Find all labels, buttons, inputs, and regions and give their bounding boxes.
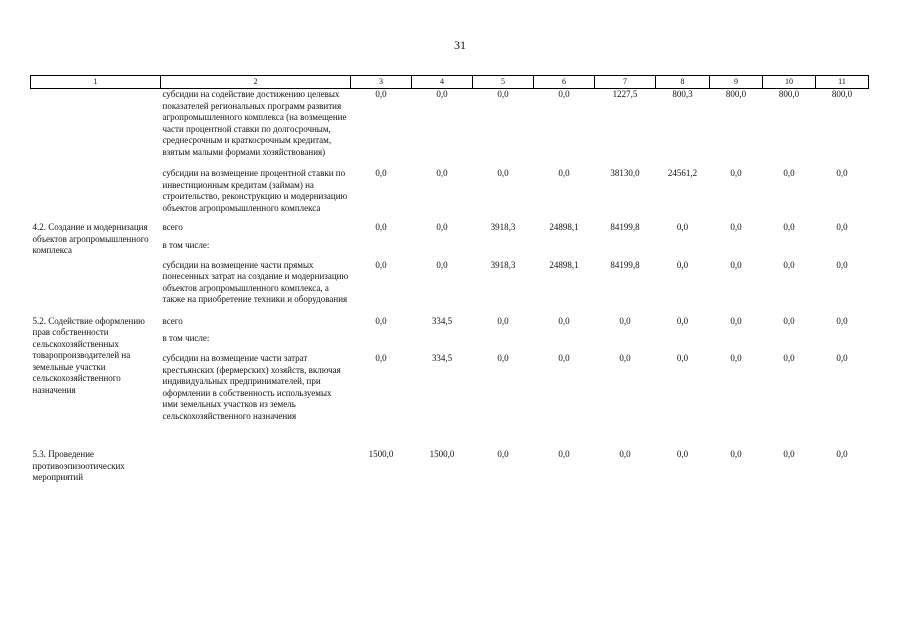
value-cell [351,234,412,260]
value-cell [412,234,473,260]
value-cell: 0,0 [375,168,387,178]
measure-cell: 5.2. Содействие оформлению прав собственности сельскохозяйственных товаропроизводителей на земельные участки сельскохозяйственного назначения [32,315,145,395]
value-cell: 0,0 [436,222,448,232]
value-cell: 24898,1 [549,259,579,270]
value-cell: 1227,5 [612,89,638,99]
value-cell: 0,0 [375,353,387,363]
value-cell: 0,0 [836,449,848,459]
value-cell [595,327,656,353]
value-cell: 0,0 [558,449,570,459]
value-cell: 0,0 [836,315,848,326]
value-cell: 0,0 [619,449,631,459]
value-cell: 0,0 [730,353,742,363]
value-cell: 0,0 [436,259,448,270]
description-cell: всего [162,315,183,326]
value-cell: 1500,0 [368,449,394,459]
value-cell: 3918,3 [490,259,516,270]
description-cell: субсидии на содействие достижению целевых показателей региональных программ развития агропромышленного комплекса (на возмещение части процентной ставки по долгосрочным, среднесрочным и краткосрочным кредитам, взятым малыми формами хозяйствования) [162,89,347,157]
column-number: 1 [31,76,161,89]
value-cell: 0,0 [375,315,387,326]
value-cell: 38130,0 [610,168,640,178]
value-cell: 0,0 [375,222,387,232]
column-number: 2 [161,76,351,89]
column-number: 3 [351,76,412,89]
value-cell [473,327,534,353]
header-row [31,76,869,89]
value-cell: 0,0 [436,89,448,99]
value-cell: 0,0 [497,315,509,326]
value-cell: 0,0 [497,168,509,178]
value-cell [473,234,534,260]
measure-cell: 4.2. Создание и модернизация объектов агропромышленного комплекса [32,222,149,255]
value-cell [656,327,710,353]
value-cell: 0,0 [783,315,795,326]
value-cell: 0,0 [783,259,795,270]
column-number: 8 [656,76,710,89]
value-cell [710,234,763,260]
value-cell [351,327,412,353]
value-cell: 0,0 [558,315,570,326]
column-number: 5 [473,76,534,89]
value-cell [412,327,473,353]
value-cell: 0,0 [783,449,795,459]
value-cell: 800,0 [831,89,853,99]
value-cell: 0,0 [676,222,689,232]
value-cell: 0,0 [676,315,689,326]
description-cell: субсидии на возмещение процентной ставки по инвестиционным кредитам (займам) на строительство, реконструкцию и модернизацию объектов агропромышленного комплекса [162,168,348,213]
value-cell: 24898,1 [549,222,579,232]
column-number: 7 [595,76,656,89]
table-row [31,316,869,328]
value-cell: 0,0 [436,168,448,178]
page-number: 31 [454,38,466,52]
table-row [31,168,869,214]
value-cell [816,327,869,353]
value-cell: 84199,8 [610,259,640,270]
value-cell: 0,0 [676,449,689,459]
value-cell: 0,0 [676,259,689,270]
value-cell: 0,0 [497,449,509,459]
value-cell: 0,0 [730,222,742,232]
value-cell: 0,0 [730,315,742,326]
value-cell: 3918,3 [490,222,516,232]
value-cell: 0,0 [558,353,570,363]
value-cell: 0,0 [497,89,509,99]
value-cell: 800,0 [725,89,747,99]
table-row [31,89,869,159]
value-cell: 0,0 [375,89,387,99]
column-number: 11 [816,76,869,89]
value-cell: 0,0 [836,168,848,178]
value-cell: 24561,2 [667,168,698,178]
value-cell [656,234,710,260]
value-cell [595,234,656,260]
value-cell: 0,0 [558,168,570,178]
column-number: 10 [763,76,816,89]
value-cell [763,327,816,353]
value-cell: 0,0 [836,353,848,363]
value-cell [763,234,816,260]
description-cell: субсидии на возмещение части затрат крестьянских (фермерских) хозяйств, включая индивидуальных предпринимателей, при оформлении в собственность используемых ими земельных участков из земель сельскохозяйственного назначения [162,353,341,421]
measure-cell [31,168,161,214]
measure-cell: 5.3. Проведение противоэпизоотических мероприятий [32,449,125,482]
value-cell: 0,0 [730,168,742,178]
budget-table [30,75,869,484]
value-cell [816,234,869,260]
value-cell: 0,0 [730,259,742,270]
value-cell [534,234,595,260]
column-number: 6 [534,76,595,89]
value-cell: 0,0 [836,259,848,270]
column-number: 4 [412,76,473,89]
table-row [31,222,869,234]
value-cell: 0,0 [497,353,509,363]
value-cell: 0,0 [783,222,795,232]
value-cell: 800,3 [672,89,693,99]
value-cell: 0,0 [375,259,387,270]
value-cell: 800,0 [778,89,800,99]
value-cell: 0,0 [619,315,631,326]
value-cell: 334,5 [431,315,453,326]
value-cell: 0,0 [836,222,848,232]
value-cell: 0,0 [783,353,795,363]
table-row [31,449,869,484]
value-cell: 334,5 [431,353,453,363]
value-cell: 0,0 [619,353,631,363]
measure-cell [31,89,161,159]
value-cell [710,327,763,353]
description-cell: всего [162,222,183,232]
value-cell: 0,0 [783,168,795,178]
description-cell: в том числе: [162,333,210,343]
column-number: 9 [710,76,763,89]
value-cell: 0,0 [676,353,689,363]
value-cell [534,327,595,353]
value-cell: 1500,0 [429,449,455,459]
description-cell: субсидии на возмещение части прямых понесенных затрат на создание и модернизацию объектов агропромышленного комплекса, а также на приобретение техники и оборудования [162,259,349,304]
description-cell [161,449,351,484]
value-cell: 0,0 [558,89,570,99]
description-cell: в том числе: [162,239,210,250]
value-cell: 84199,8 [610,222,640,232]
value-cell: 0,0 [730,449,742,459]
